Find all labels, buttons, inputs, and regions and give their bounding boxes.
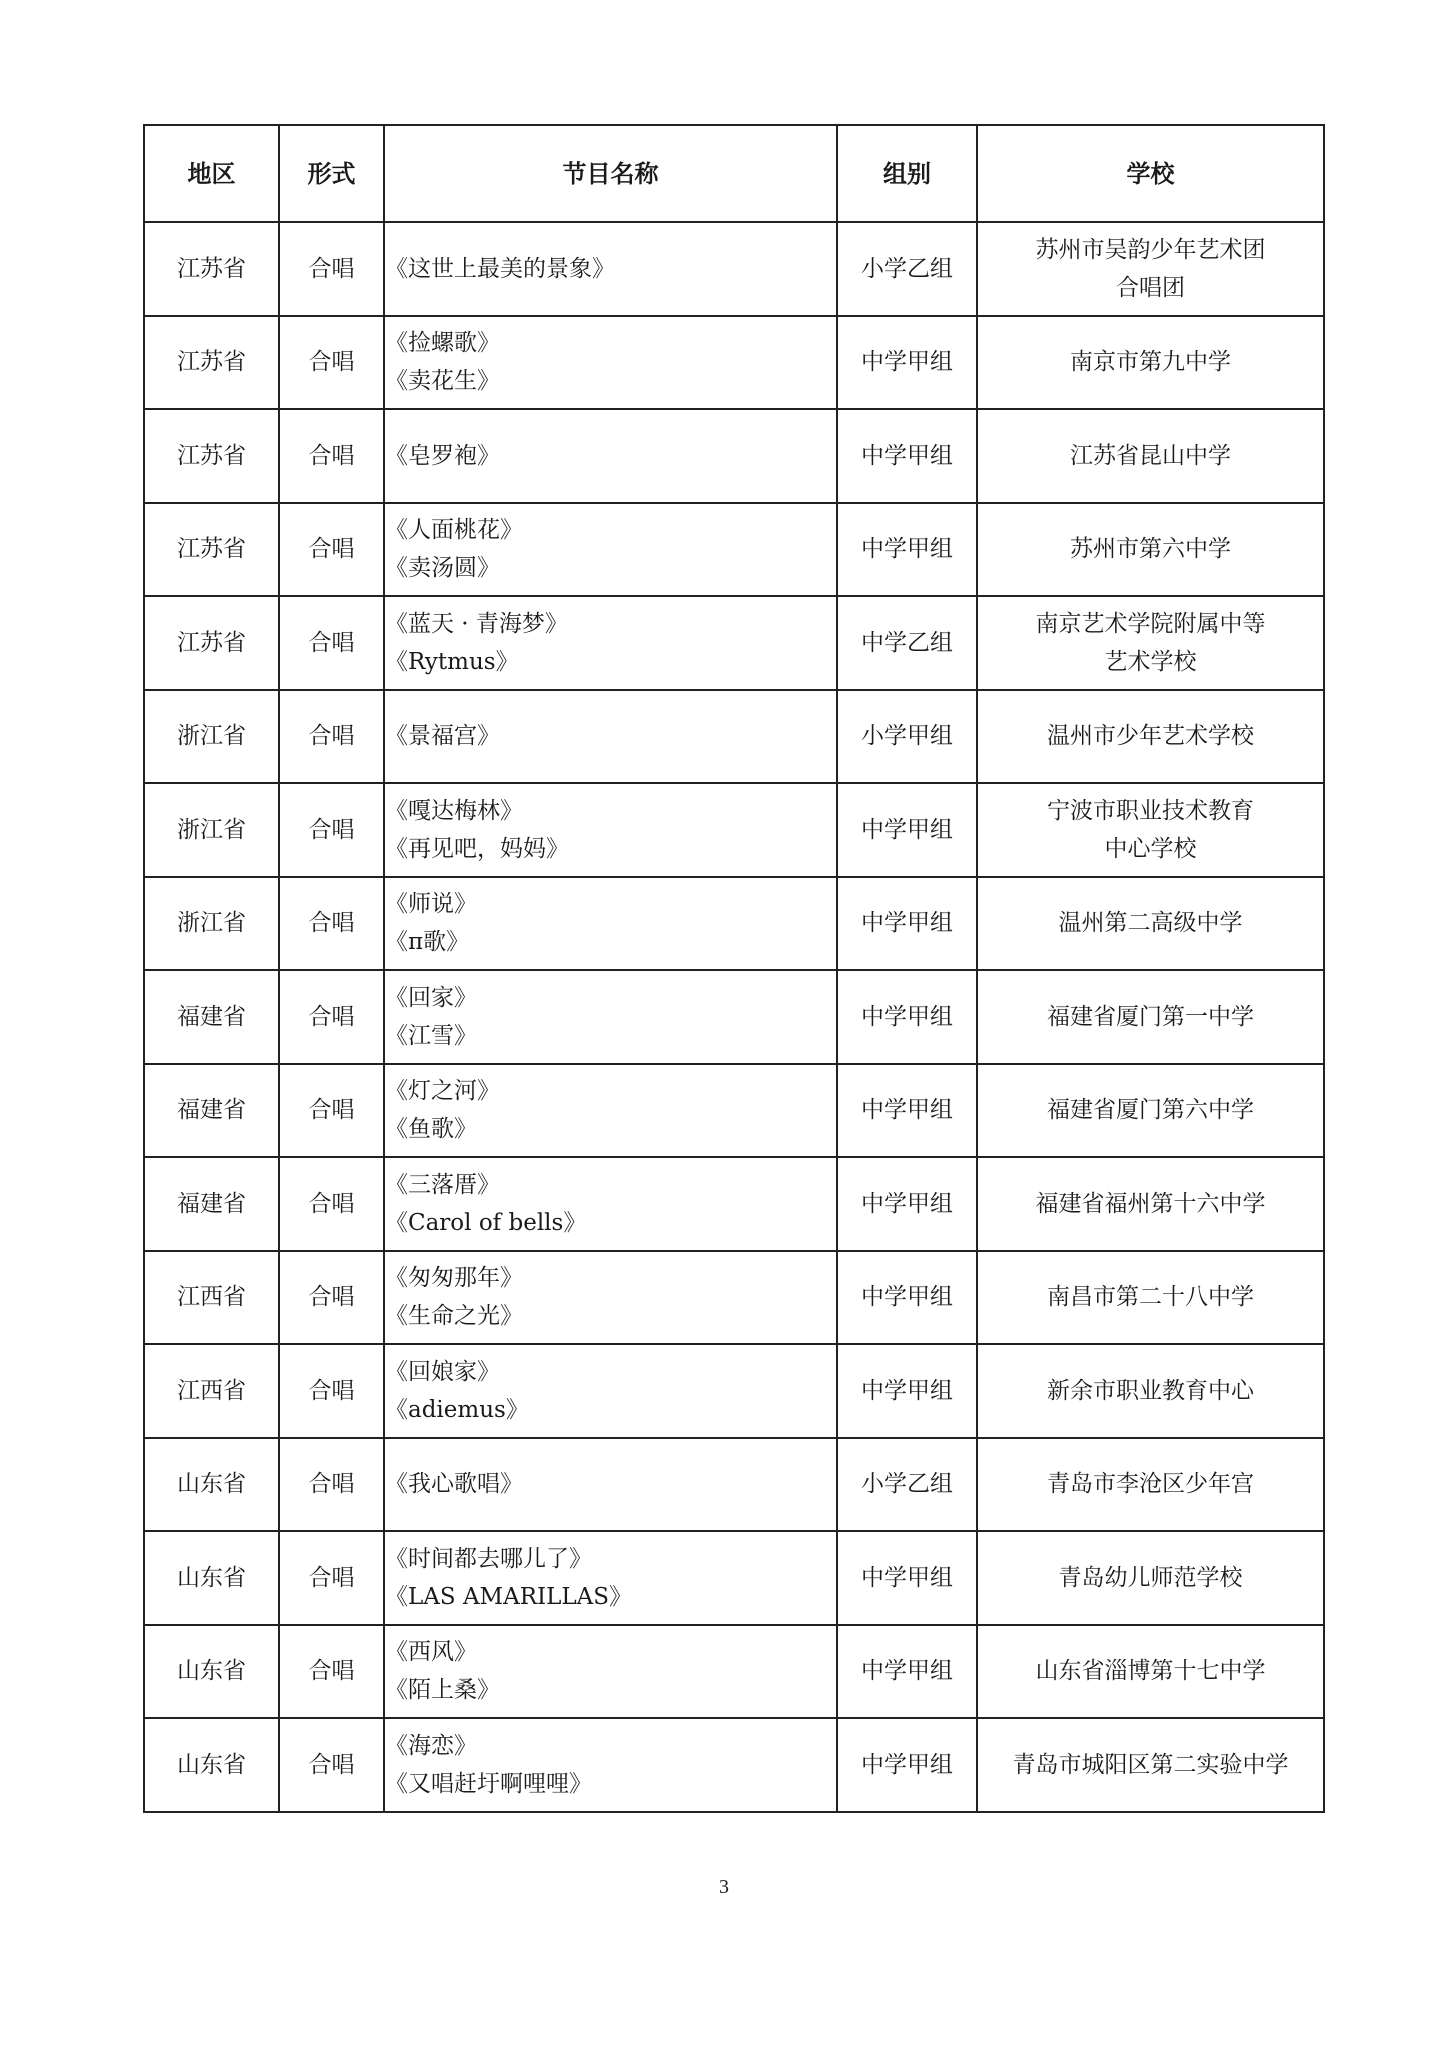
cell-school-line: 新余市职业教育中心: [1047, 1377, 1254, 1404]
cell-group: 中学甲组: [837, 1064, 977, 1158]
cell-region: 福建省: [144, 1157, 279, 1251]
cell-region: 浙江省: [144, 877, 279, 971]
cell-program-line: 《时间都去哪儿了》: [385, 1545, 592, 1572]
cell-form: 合唱: [279, 503, 384, 597]
cell-school-line: 南京艺术学院附属中等: [1035, 610, 1266, 637]
cell-school: [977, 1157, 1324, 1251]
cell-region: 福建省: [144, 1064, 279, 1158]
cell-form: 合唱: [279, 409, 384, 503]
header-region: 地区: [144, 125, 279, 222]
cell-school-line: 苏州市第六中学: [1070, 536, 1231, 563]
cell-school-line: 青岛市李沧区少年宫: [1047, 1471, 1254, 1498]
table-row: [144, 1251, 1324, 1345]
cell-school: [977, 316, 1324, 410]
cell-program-line: 《卖汤圆》: [385, 555, 500, 582]
cell-program: [384, 1064, 837, 1158]
table-row: [144, 877, 1324, 971]
cell-school-line: 福建省厦门第一中学: [1047, 1003, 1254, 1030]
cell-program-line: 《生命之光》: [385, 1303, 523, 1330]
cell-group: 小学乙组: [837, 222, 977, 316]
cell-school: [977, 503, 1324, 597]
cell-school-line: 苏州市吴韵少年艺术团: [1035, 236, 1266, 263]
cell-program-line: 《又唱赶圩啊哩哩》: [385, 1770, 592, 1797]
cell-form: 合唱: [279, 783, 384, 877]
cell-form: 合唱: [279, 1531, 384, 1625]
cell-program-line: 《Carol of bells》: [385, 1209, 587, 1236]
cell-program: [384, 783, 837, 877]
cell-school-line: 江苏省昆山中学: [1070, 442, 1231, 469]
header-form: 形式: [279, 125, 384, 222]
cell-school: [977, 1531, 1324, 1625]
table-row: [144, 1718, 1324, 1812]
cell-group: 中学甲组: [837, 409, 977, 503]
cell-school-line: 山东省淄博第十七中学: [1035, 1658, 1266, 1685]
table-row: [144, 316, 1324, 410]
cell-program-line: 《嘎达梅林》: [385, 797, 523, 824]
cell-region: 山东省: [144, 1438, 279, 1532]
cell-group: 中学乙组: [837, 596, 977, 690]
cell-school: [977, 596, 1324, 690]
cell-program: [384, 409, 837, 503]
cell-region: 山东省: [144, 1718, 279, 1812]
cell-group: 中学甲组: [837, 1251, 977, 1345]
cell-program: [384, 877, 837, 971]
cell-school: [977, 1718, 1324, 1812]
cell-program-line: 《三落厝》: [385, 1171, 500, 1198]
cell-region: 江西省: [144, 1251, 279, 1345]
cell-form: 合唱: [279, 690, 384, 784]
cell-program-line: 《捡螺歌》: [385, 330, 500, 357]
cell-group: 中学甲组: [837, 316, 977, 410]
table-header-row: [144, 125, 1324, 222]
table-row: [144, 1625, 1324, 1719]
cell-group: 中学甲组: [837, 1157, 977, 1251]
page-number: 3: [719, 1876, 729, 1898]
cell-program: [384, 503, 837, 597]
cell-group: 中学甲组: [837, 1531, 977, 1625]
cell-school: [977, 1344, 1324, 1438]
table-row: [144, 1344, 1324, 1438]
cell-school-line: 南昌市第二十八中学: [1047, 1284, 1254, 1311]
cell-school-line: 艺术学校: [1104, 648, 1197, 675]
cell-program-line: 《西风》: [385, 1639, 477, 1666]
cell-program-line: 《景福宫》: [385, 723, 500, 750]
cell-program: [384, 1157, 837, 1251]
cell-form: 合唱: [279, 1064, 384, 1158]
cell-program: [384, 690, 837, 784]
cell-group: 小学甲组: [837, 690, 977, 784]
cell-program: [384, 222, 837, 316]
table-row: [144, 1064, 1324, 1158]
table-row: [144, 690, 1324, 784]
cell-school-line: 温州市少年艺术学校: [1047, 723, 1254, 750]
cell-group: 中学甲组: [837, 1625, 977, 1719]
cell-region: 福建省: [144, 970, 279, 1064]
cell-group: 中学甲组: [837, 1718, 977, 1812]
cell-program-line: 《这世上最美的景象》: [385, 255, 615, 282]
cell-group: 小学乙组: [837, 1438, 977, 1532]
cell-region: 江苏省: [144, 222, 279, 316]
cell-school: [977, 1251, 1324, 1345]
cell-form: 合唱: [279, 596, 384, 690]
cell-program-line: 《LAS AMARILLAS》: [385, 1583, 633, 1610]
cell-program-line: 《回家》: [385, 984, 477, 1011]
cell-group: 中学甲组: [837, 783, 977, 877]
cell-program-line: 《陌上桑》: [385, 1677, 500, 1704]
cell-school-line: 温州第二高级中学: [1058, 910, 1243, 937]
cell-school: [977, 1064, 1324, 1158]
program-table: [143, 124, 1325, 1813]
table-row: [144, 970, 1324, 1064]
cell-form: 合唱: [279, 316, 384, 410]
cell-group: 中学甲组: [837, 877, 977, 971]
table-row: [144, 222, 1324, 316]
cell-school: [977, 877, 1324, 971]
cell-form: 合唱: [279, 1344, 384, 1438]
cell-school-line: 青岛幼儿师范学校: [1058, 1564, 1243, 1591]
cell-school: [977, 222, 1324, 316]
cell-form: 合唱: [279, 222, 384, 316]
cell-region: 江西省: [144, 1344, 279, 1438]
cell-region: 江苏省: [144, 409, 279, 503]
table-row: [144, 1157, 1324, 1251]
cell-school-line: 福建省福州第十六中学: [1035, 1190, 1266, 1217]
cell-program-line: 《我心歌唱》: [385, 1471, 523, 1498]
cell-group: 中学甲组: [837, 1344, 977, 1438]
cell-program-line: 《π歌》: [385, 929, 470, 956]
cell-program-line: 《灯之河》: [385, 1078, 500, 1105]
cell-region: 浙江省: [144, 783, 279, 877]
cell-form: 合唱: [279, 1157, 384, 1251]
cell-program: [384, 1438, 837, 1532]
cell-form: 合唱: [279, 877, 384, 971]
table-row: [144, 1438, 1324, 1532]
cell-program-line: 《师说》: [385, 891, 477, 918]
cell-program: [384, 596, 837, 690]
cell-region: 山东省: [144, 1625, 279, 1719]
cell-program-line: 《再见吧，妈妈》: [385, 835, 569, 862]
cell-program-line: 《皂罗袍》: [385, 442, 500, 469]
cell-program-line: 《回娘家》: [385, 1358, 500, 1385]
cell-school-line: 南京市第九中学: [1070, 349, 1231, 376]
cell-program-line: 《海恋》: [385, 1732, 477, 1759]
cell-program: [384, 1625, 837, 1719]
cell-school-line: 福建省厦门第六中学: [1047, 1097, 1254, 1124]
cell-program-line: 《蓝天 · 青海梦》: [385, 610, 568, 637]
cell-program: [384, 1718, 837, 1812]
cell-school: [977, 1438, 1324, 1532]
cell-region: 山东省: [144, 1531, 279, 1625]
cell-program: [384, 1251, 837, 1345]
cell-program-line: 《卖花生》: [385, 368, 500, 395]
table-row: [144, 409, 1324, 503]
cell-program-line: 《鱼歌》: [385, 1116, 477, 1143]
table-row: [144, 1531, 1324, 1625]
cell-school-line: 合唱团: [1116, 274, 1185, 301]
cell-form: 合唱: [279, 1438, 384, 1532]
cell-region: 江苏省: [144, 596, 279, 690]
cell-program: [384, 316, 837, 410]
cell-form: 合唱: [279, 970, 384, 1064]
cell-program-line: 《匆匆那年》: [385, 1265, 523, 1292]
cell-region: 江苏省: [144, 316, 279, 410]
cell-program: [384, 1531, 837, 1625]
cell-school: [977, 409, 1324, 503]
header-program: 节目名称: [384, 125, 837, 222]
cell-program: [384, 970, 837, 1064]
cell-program-line: 《Rytmus》: [385, 648, 519, 675]
cell-school-line: 中心学校: [1104, 835, 1197, 862]
cell-school: [977, 783, 1324, 877]
header-group: 组别: [837, 125, 977, 222]
table-row: [144, 596, 1324, 690]
cell-region: 江苏省: [144, 503, 279, 597]
cell-group: 中学甲组: [837, 503, 977, 597]
cell-program-line: 《人面桃花》: [385, 517, 523, 544]
cell-region: 浙江省: [144, 690, 279, 784]
cell-form: 合唱: [279, 1718, 384, 1812]
table-body: [144, 222, 1324, 1812]
cell-group: 中学甲组: [837, 970, 977, 1064]
table-row: [144, 783, 1324, 877]
cell-form: 合唱: [279, 1625, 384, 1719]
cell-form: 合唱: [279, 1251, 384, 1345]
header-school: 学校: [977, 125, 1324, 222]
cell-school: [977, 690, 1324, 784]
cell-program-line: 《adiemus》: [385, 1396, 529, 1423]
cell-program-line: 《江雪》: [385, 1022, 477, 1049]
cell-school-line: 青岛市城阳区第二实验中学: [1012, 1751, 1289, 1778]
table-row: [144, 503, 1324, 597]
cell-school-line: 宁波市职业技术教育: [1047, 797, 1254, 824]
cell-school: [977, 970, 1324, 1064]
cell-school: [977, 1625, 1324, 1719]
cell-program: [384, 1344, 837, 1438]
